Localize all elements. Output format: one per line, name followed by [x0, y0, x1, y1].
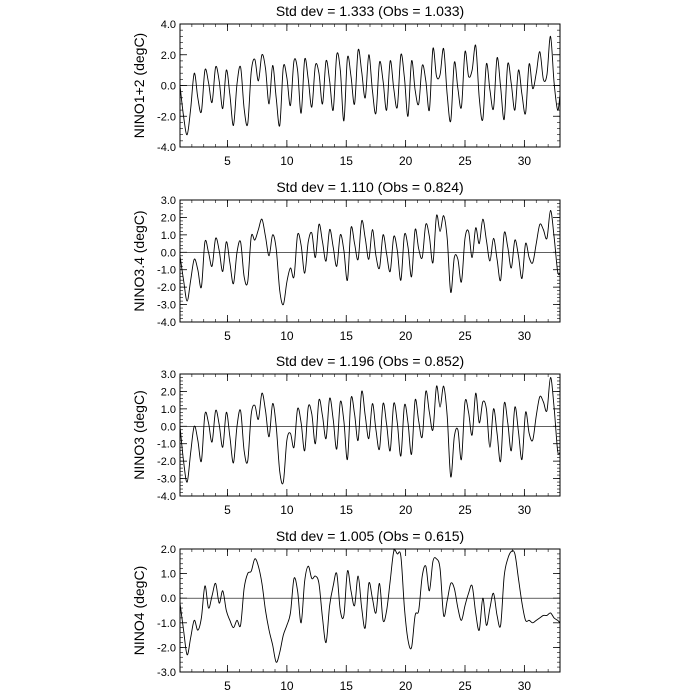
series-line: [180, 377, 560, 483]
y-tick-label: -2.0: [157, 456, 176, 469]
y-tick-label: 0.0: [160, 80, 176, 93]
x-tick-label: 5: [224, 154, 231, 168]
y-tick-label: -4.0: [157, 317, 176, 329]
y-tick-label: 0.0: [160, 593, 176, 606]
y-tick-label: -1.0: [157, 264, 176, 277]
chart-panel-4: [131, 528, 560, 693]
y-tick-label: 2.0: [160, 212, 176, 225]
x-tick-label: 25: [458, 329, 472, 343]
chart-panel-2: [131, 179, 560, 343]
x-tick-label: 10: [280, 503, 294, 517]
x-tick-label: 25: [458, 154, 472, 168]
x-tick-label: 5: [224, 503, 231, 517]
y-tick-label: 2.0: [160, 386, 176, 399]
x-tick-label: 15: [339, 679, 353, 693]
x-tick-label: 15: [339, 154, 353, 168]
chart-title: Std dev = 1.333 (Obs = 1.033): [275, 3, 465, 19]
chart-title: Std dev = 1.196 (Obs = 0.852): [275, 353, 465, 369]
y-axis-label: NINO3.4 (degC): [131, 210, 147, 312]
y-tick-label: 1.0: [160, 403, 176, 416]
y-axis-label: NINO4 (degC): [131, 565, 147, 656]
plot-frame: [180, 374, 560, 496]
y-axis-label: NINO3 (degC): [131, 390, 147, 480]
y-tick-label: 3.0: [160, 369, 176, 381]
plot-frame: [180, 549, 560, 672]
x-tick-label: 30: [517, 154, 532, 168]
series-line: [180, 210, 560, 304]
x-tick-label: 5: [224, 679, 231, 693]
x-tick-label: 25: [458, 503, 472, 517]
x-tick-label: 25: [458, 679, 472, 693]
y-tick-label: -3.0: [157, 473, 176, 486]
y-tick-label: -3.0: [157, 299, 176, 312]
y-tick-label: 2.0: [160, 49, 176, 62]
y-tick-label: -4.0: [157, 142, 176, 154]
series-line: [180, 550, 560, 662]
x-tick-label: 5: [224, 329, 231, 343]
x-tick-label: 15: [339, 329, 353, 343]
y-tick-label: 0.0: [160, 421, 176, 434]
y-tick-label: -2.0: [157, 642, 176, 655]
chart-title: Std dev = 1.005 (Obs = 0.615): [275, 528, 465, 544]
y-tick-label: -1.0: [157, 438, 176, 451]
y-tick-label: -4.0: [157, 491, 176, 503]
x-tick-label: 30: [517, 503, 532, 517]
x-tick-label: 10: [280, 154, 294, 168]
x-tick-label: 30: [517, 679, 532, 693]
x-tick-label: 20: [398, 329, 413, 343]
plot-frame: [180, 200, 560, 322]
chart-panel-1: [131, 3, 560, 168]
x-tick-label: 10: [280, 679, 294, 693]
chart-title: Std dev = 1.110 (Obs = 0.824): [276, 179, 464, 195]
y-tick-label: 2.0: [160, 544, 176, 556]
chart-panel-3: [131, 353, 560, 517]
y-tick-label: -2.0: [157, 111, 176, 124]
y-tick-label: 1.0: [160, 229, 176, 242]
y-tick-label: 0.0: [160, 247, 176, 260]
y-tick-label: -3.0: [157, 667, 176, 679]
x-tick-label: 30: [517, 329, 532, 343]
y-tick-label: 1.0: [160, 568, 176, 581]
x-tick-label: 20: [398, 679, 413, 693]
y-tick-label: -2.0: [157, 282, 176, 295]
x-tick-label: 20: [398, 503, 413, 517]
x-tick-label: 15: [339, 503, 353, 517]
y-axis-label: NINO1+2 (degC): [131, 32, 147, 139]
y-tick-label: 4.0: [160, 19, 176, 31]
x-tick-label: 20: [398, 154, 413, 168]
y-tick-label: -1.0: [157, 617, 176, 630]
x-tick-label: 10: [280, 329, 294, 343]
y-tick-label: 3.0: [160, 195, 176, 207]
